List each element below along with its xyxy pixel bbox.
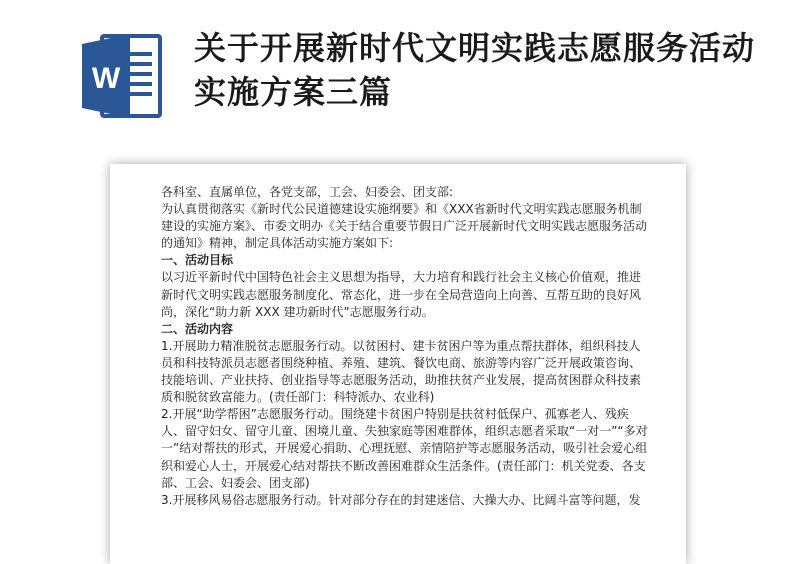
section-heading: 一、活动目标	[161, 253, 234, 268]
document-body	[161, 184, 651, 509]
body-paragraph: 1.开展助力精准脱贫志愿服务行动。以贫困村、建卡贫困户等为重点帮扶群体，组织科技人员和科技特派员志愿者围绕种植、养殖、建筑、餐饮电商、旅游等内容广泛开展政策咨询、技能培训、产业扶持、创业指导等志愿服务活动，助推扶贫产业发展，提高贫困群众科技素质和脱贫致富能力。(责任部门：科特派办、农业科)	[161, 338, 642, 405]
body-paragraph: 各科室、直属单位，各党支部，工会、妇委会、团支部:	[161, 185, 454, 199]
document-title: 关于开展新时代文明实践志愿服务活动实施方案三篇	[194, 29, 756, 111]
body-paragraph: 2.开展“助学帮困”志愿服务行动。围绕建卡贫困户特别是扶贫村低保户、孤寡老人、残疾人、留守妇女、留守儿童、困境儿童、失独家庭等困难群体，组织志愿者采取“一对一”“多对一”结对帮扶的形式，开展爱心捐助、心理抚慰、亲情陪护等志愿服务活动，吸引社会爱心组织和爱心人士，开展爱心结对帮扶不断改善困难群众生活条件。(责任部门：机关党委、各支部、工会、妇委会、团支部)	[161, 407, 648, 490]
header	[0, 0, 800, 150]
section-heading: 二、活动内容	[161, 321, 234, 336]
body-paragraph: 3.开展移风易俗志愿服务行动。针对部分存在的封建迷信、大操大办、比阔斗富等问题，发	[161, 492, 641, 507]
word-document-icon	[80, 30, 164, 122]
document-page	[110, 164, 686, 564]
body-paragraph: 为认真贯彻落实《新时代公民道德建设实施纲要》和《XXX省新时代文明实践志愿服务机制建设的实施方案》、市委文明办《关于结合重要节假日广泛开展新时代文明实践志愿服务活动的通知》精神，制定具体活动实施方案如下:	[161, 202, 648, 251]
word-icon-letter: W	[91, 62, 121, 95]
body-paragraph: 以习近平新时代中国特色社会主义思想为指导，大力培育和践行社会主义核心价值观，推进新时代文明实践志愿服务制度化、常态化，进一步在全局营造向上向善、互帮互助的良好风尚，深化“助力新 XXX 建功新时代”志愿服务行动。	[161, 270, 642, 319]
